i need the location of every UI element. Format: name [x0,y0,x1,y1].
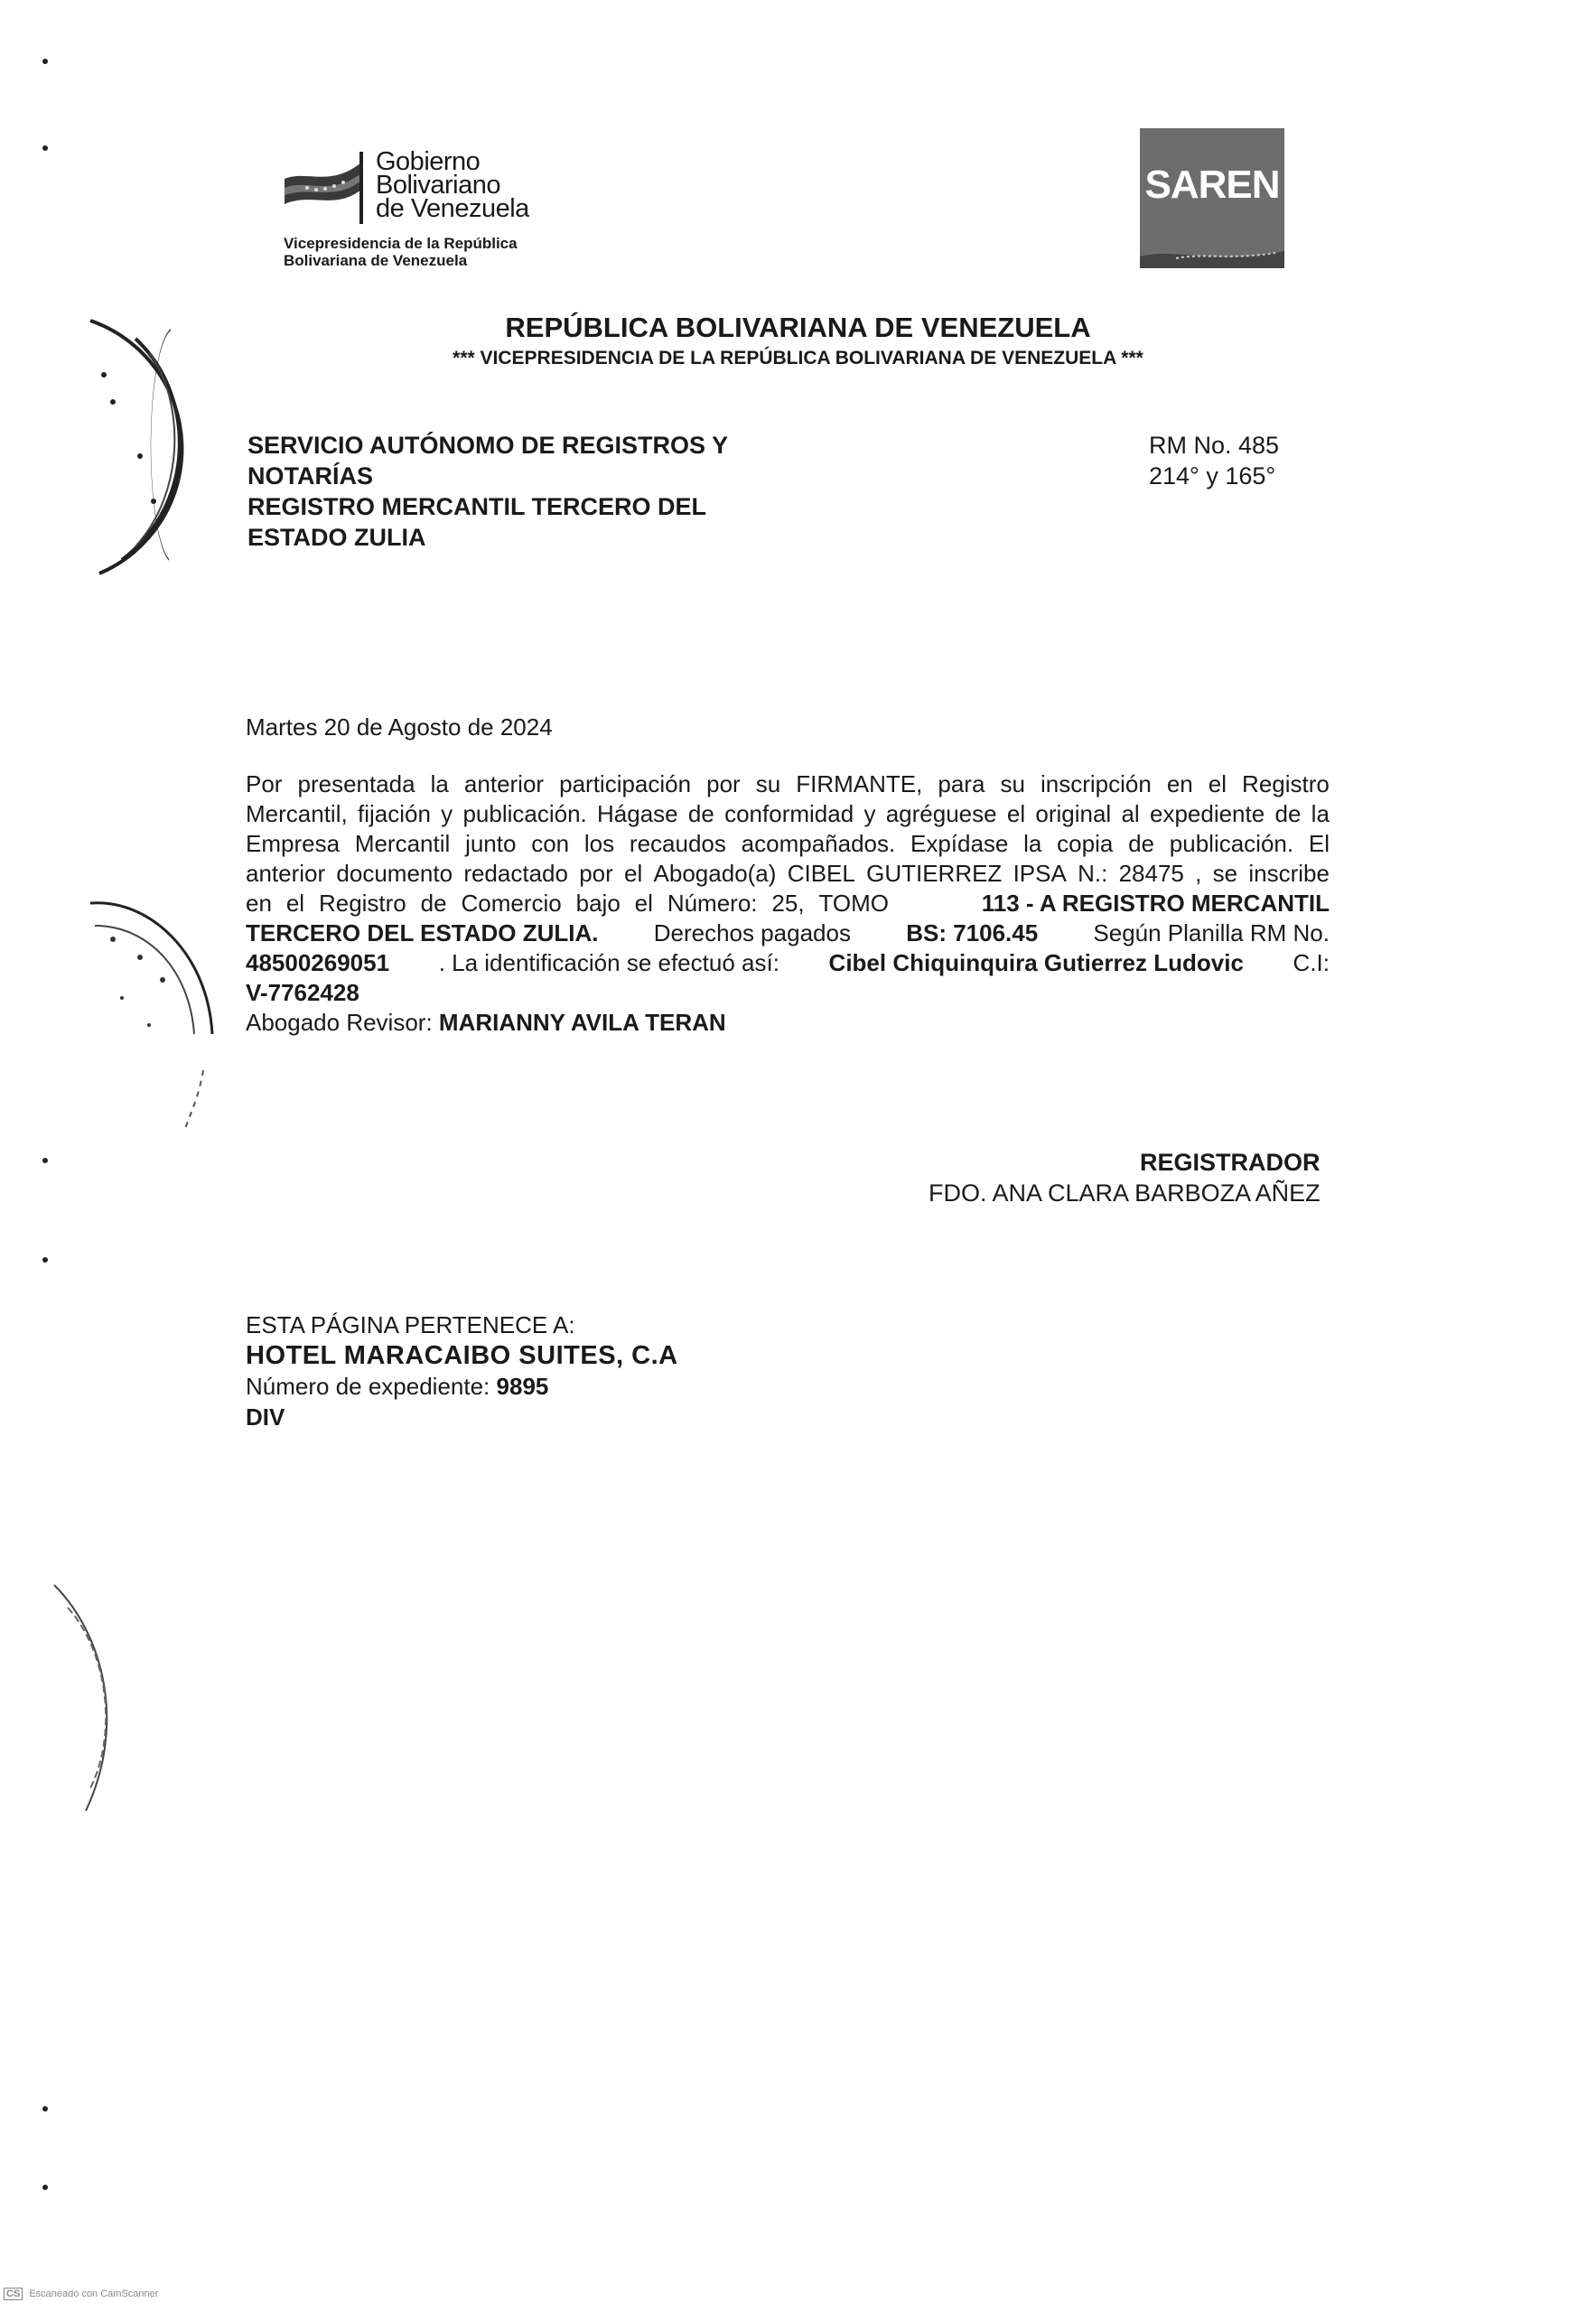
office-line-2: NOTARÍAS [247,462,373,489]
body-word: los [583,830,615,857]
body-word: conformidad [724,800,854,827]
identified-person: Cibel Chiquinquira Gutierrez Ludovic [828,949,1244,976]
body-word: publicación. [1169,830,1294,857]
reviewer-label: Abogado Revisor: [246,1009,433,1036]
body-word: de [1274,800,1302,827]
body-word: Hágase [597,800,678,827]
body-word: inscribe [1248,860,1330,887]
scanner-watermark [4,2288,158,2300]
document-date: Martes 20 de Agosto de 2024 [246,713,553,741]
body-line-6 [246,918,1330,948]
body-word: expediente [1149,800,1265,827]
belongs-label: ESTA PÁGINA PERTENECE A: [246,1311,575,1338]
body-word: en [246,890,272,917]
gov-line-2: Bolivariano [376,171,500,200]
body-word: CIBEL [787,860,855,887]
body-word: anterior [463,770,545,797]
body-word: de [1128,830,1155,857]
planilla-label: Según Planilla RM No. [1093,919,1330,946]
government-name [376,147,529,223]
body-word: , [1195,860,1202,887]
expediente-line [246,1371,678,1402]
body-word: fijación [357,800,431,827]
body-line-4 [246,859,1330,889]
body-word: FIRMANTE, [796,770,923,797]
registrador-name: FDO. ANA CLARA BARBOZA AÑEZ [929,1179,1321,1207]
body-word: la [1311,800,1330,827]
saren-logo [1140,128,1284,268]
body-word: N.: [1078,860,1108,887]
body-word: recaudos [629,830,726,857]
gov-sub-line-2: Bolivariana de Venezuela [284,252,468,269]
body-word: Número: [667,890,758,917]
body-word: el [634,890,653,917]
identification-label: . La identificación se efectuó así: [438,949,779,976]
body-word: Expídase [910,830,1009,857]
body-word: copia [1057,830,1114,857]
reviewer-line [246,1008,1330,1038]
company-name: HOTEL MARACAIBO SUITES, C.A [246,1341,678,1370]
body-line-5-words [246,889,889,918]
camscanner-icon: CS [4,2288,23,2300]
body-word: original [1035,800,1112,827]
registrador-title: REGISTRADOR [1140,1149,1321,1176]
body-word: agréguese [885,800,997,827]
body-word: de [687,800,714,827]
saren-logo-text: SAREN [1144,163,1280,207]
div-code: DIV [246,1403,285,1431]
body-word: Registro [1242,770,1330,797]
page-subtitle: *** VICEPRESIDENCIA DE LA REPÚBLICA BOLIVARIANA DE VENEZUELA *** [453,348,1143,368]
ci-label: C.I: [1293,949,1330,976]
flag-icon [280,152,366,224]
body-word: al [1121,800,1140,827]
body-word: su [755,770,781,797]
office-line-1: SERVICIO AUTÓNOMO DE REGISTROS Y [247,432,729,459]
tomo-registro: 113 - A REGISTRO MERCANTIL [981,890,1330,917]
body-word: y [441,800,453,827]
stamp-seal-2-icon [86,890,221,1133]
body-line-3 [246,829,1330,859]
body-word: y [863,800,876,827]
rm-number: RM No. 485 [1149,432,1280,459]
body-word: redactado [463,860,568,887]
registro-name: TERCERO DEL ESTADO ZULIA. [246,919,599,946]
body-word: Empresa [246,830,341,857]
body-word: participación [559,770,692,797]
body-word: 25, [771,890,805,917]
body-word: Registro [318,890,406,917]
body-word: publicación. [462,800,587,827]
page-title: REPÚBLICA BOLIVARIANA DE VENEZUELA [505,312,1091,343]
body-word: junto [465,830,517,857]
body-word: se [1212,860,1238,887]
body-word: inscripción [1040,770,1152,797]
body-word: presentada [297,770,415,797]
body-word: IPSA [1013,860,1067,887]
saren-band-icon [1140,246,1284,268]
office-line-4: ESTADO ZULIA [247,524,426,551]
body-word: el [624,860,643,887]
body-word: acompañados. [741,830,896,857]
body-word: Abogado(a) [653,860,777,887]
body-word: para [938,770,985,797]
scanner-text: Escaneado con CamScanner [29,2289,159,2299]
body-word: 28475 [1118,860,1184,887]
gov-sub-line-1: Vicepresidencia de la República [284,235,518,252]
body-word: el [1208,770,1227,797]
government-subtitle [284,235,518,269]
stamp-seal-icon [86,312,212,583]
body-word: Mercantil [354,830,451,857]
body-word: de [420,890,447,917]
body-word: el [285,890,305,917]
body-word: GUTIERREZ [866,860,1003,887]
stamp-seal-3-icon [50,1580,131,1815]
body-word: la [430,770,449,797]
body-line-2 [246,799,1330,829]
belongs-block [246,1310,678,1432]
gov-line-3: de Venezuela [376,194,529,223]
body-word: con [531,830,570,857]
body-line-5 [246,889,1330,918]
gov-line-1: Gobierno [376,147,481,176]
body-line-7 [246,948,1330,978]
body-word: Comercio [461,890,562,917]
expediente-number: 9895 [496,1373,549,1400]
body-word: el [1006,800,1026,827]
derechos-label: Derechos pagados [653,919,851,946]
body-word: la [1023,830,1042,857]
body-word: Mercantil, [246,800,348,827]
body-word: por [706,770,741,797]
body-word: bajo [575,890,621,917]
body-word: su [1000,770,1025,797]
body-word: por [579,860,613,887]
office-line-3: REGISTRO MERCANTIL TERCERO DEL [247,493,707,520]
body-word: en [1166,770,1193,797]
body-word: TOMO [818,890,889,917]
body-line-1 [246,769,1330,799]
rm-years: 214° y 165° [1149,462,1276,489]
body-paragraph [246,769,1330,1038]
rm-block [1149,430,1279,491]
office-block [247,430,728,553]
body-word: documento [336,860,453,887]
government-logo [280,134,551,278]
ci-number: V-7762428 [246,979,359,1006]
derechos-amount: BS: 7106.45 [906,919,1039,946]
reviewer-name: MARIANNY AVILA TERAN [438,1009,726,1036]
body-word: El [1308,830,1330,857]
planilla-number: 48500269051 [246,949,390,976]
body-word: anterior [246,860,326,887]
body-word: Por [246,770,283,797]
expediente-label: Número de expediente: [246,1373,490,1400]
scan-specks-icon [36,54,54,2276]
